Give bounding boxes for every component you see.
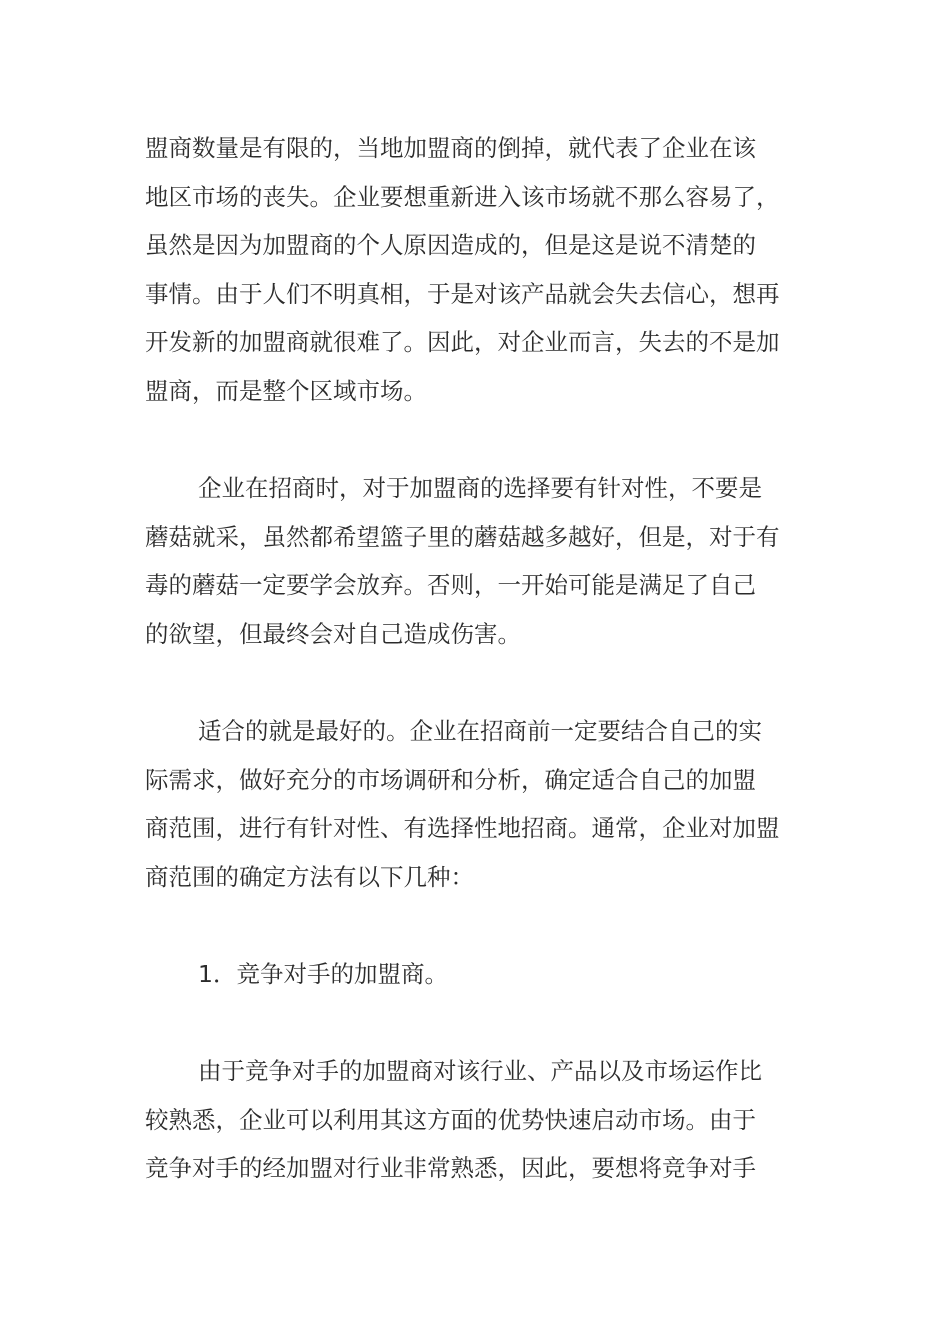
paragraph-spacer [145,659,810,708]
text-line: 开发新的加盟商就很难了。因此，对企业而言，失去的不是加 [145,328,780,357]
paragraph-spacer [145,999,810,1048]
paragraph-2 [145,464,810,658]
document-page [145,124,810,1193]
text-line: 由于竞争对手的加盟商对该行业、产品以及市场运作比 [198,1057,762,1086]
text-line: 毒的蘑菇一定要学会放弃。否则，一开始可能是满足了自己 [145,571,756,600]
text-line: 盟商数量是有限的，当地加盟商的倒掉，就代表了企业在该 [145,134,756,162]
text-line: 商范围，进行有针对性、有选择性地招商。通常，企业对加盟 [145,814,780,843]
text-line: 竞争对手的经加盟对行业非常熟悉，因此，要想将竞争对手 [145,1154,756,1183]
text-line: 适合的就是最好的。企业在招商前一定要结合自己的实 [198,717,762,746]
text-line: 商范围的确定方法有以下几种： [145,862,474,891]
list-heading-text: 1．竞争对手的加盟商。 [198,960,448,989]
text-line: 蘑菇就采，虽然都希望篮子里的蘑菇越多越好，但是，对于有 [145,522,780,551]
paragraph-3 [145,707,810,901]
text-line: 际需求，做好充分的市场调研和分析，确定适合自己的加盟 [145,765,756,794]
text-line: 企业在招商时，对于加盟商的选择要有针对性，不要是 [198,474,762,503]
text-line: 较熟悉，企业可以利用其这方面的优势快速启动市场。由于 [145,1105,756,1134]
paragraph-5 [145,1047,810,1193]
text-line: 虽然是因为加盟商的个人原因造成的，但是这是说不清楚的 [145,231,756,260]
paragraph-spacer [145,902,810,951]
paragraph-1 [145,124,810,416]
text-line: 事情。由于人们不明真相，于是对该产品就会失去信心，想再 [145,279,780,308]
text-line: 的欲望，但最终会对自己造成伤害。 [145,619,521,648]
text-line: 地区市场的丧失。企业要想重新进入该市场就不那么容易了， [145,182,780,211]
text-line: 盟商，而是整个区域市场。 [145,376,427,405]
list-heading-1 [145,950,810,999]
paragraph-spacer [145,416,810,465]
